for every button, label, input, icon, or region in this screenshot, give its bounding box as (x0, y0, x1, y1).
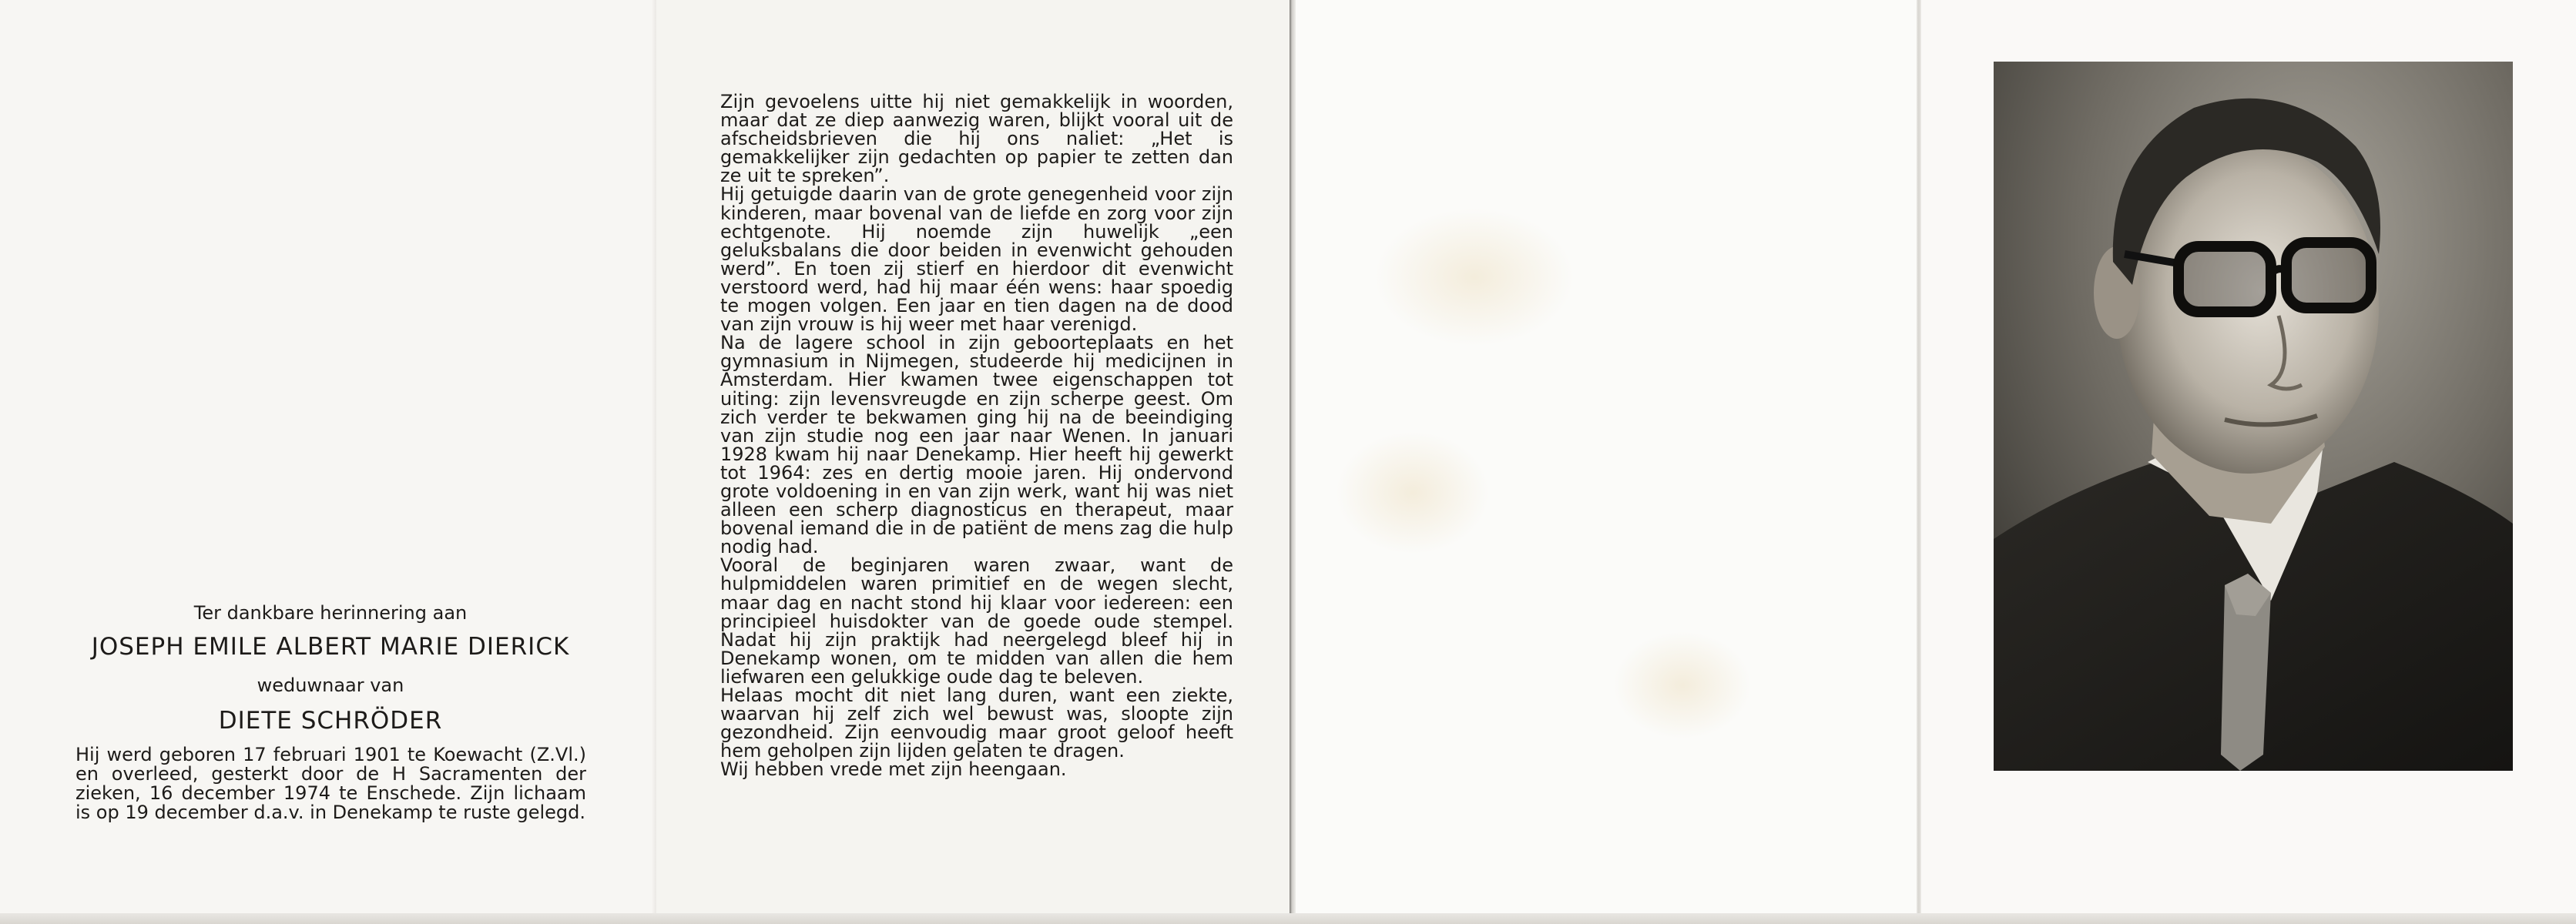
portrait-image (1994, 62, 2513, 771)
left-panel (0, 0, 656, 924)
paragraph: Wij hebben vrede met zijn heengaan. (720, 758, 1067, 781)
paragraph: Na de lagere school in zijn geboorteplaats en het gymnasium in Nijmegen, studeerde hij medicijnen in Amsterdam. Hier kwamen twee eigenschappen tot uiting: zijn levensvreugde en zijn scherpe geest. Om zich verder te bekwamen ging hij na de beeindiging van zijn studie nog een jaar naar Wenen. In januari 1928 kwam hij naar Denekamp. Hier heeft hij gewerkt tot 1964: zes en dertig mooie jaren. Hij ondervond grote voldoening in en van zijn werk, want hij was niet alleen een scherp diagnosticus en therapeut, maar bovenal iemand die in de patiënt de mens zag die hulp nodig had. (720, 332, 1233, 558)
portrait-photo (1994, 62, 2513, 771)
relation-line: weduwnaar van (257, 675, 404, 696)
paragraph: Helaas mocht dit niet lang duren, want een ziekte, waarvan hij zelf zich wel bewust was, sloopte zijn gezondheid. Zijn eenvoudig maar groot geloof heeft hem geholpen zijn lijden gelaten te dragen. (720, 685, 1233, 762)
paper-stain (1613, 631, 1752, 739)
memorial-text (720, 91, 1233, 781)
paper-stain (1374, 208, 1575, 346)
paragraph: Zijn gevoelens uitte hij niet gemakkelijk in woorden, maar dat ze diep aanwezig waren, blijkt vooral uit de afscheidsbrieven die hij ons naliet: „Het is gemakkelijker zijn gedachten op papier te zetten dan ze uit te spreken”. (720, 91, 1233, 187)
paragraph: Hij getuigde daarin van de grote genegenheid voor zijn kinderen, maar bovenal van de liefde en zorg voor zijn echtgenote. Hij noemde zijn huwelijk „een geluksbalans die door beiden in evenwicht gehouden werd”. En toen zij stierf en hierdoor dit evenwicht verstoord werd, had hij maar één wens: haar spoedig te mogen volgen. Een jaar en tien dagen na de dood van zijn vrouw is hij weer met haar verenigd. (720, 183, 1233, 336)
fold-line (1917, 0, 1921, 924)
scan-bottom-edge (0, 913, 2576, 924)
intro-line: Ter dankbare herinnering aan (193, 602, 468, 624)
biography-text: Hij werd geboren 17 februari 1901 te Koewacht (Z.Vl.) en overleed, gesterkt door de H Sacramenten der zieken, 16 december 1974 te Enschede. Zijn lichaam is op 19 december d.a.v. in Denekamp te ruste gelegd. (75, 744, 586, 823)
deceased-name: JOSEPH EMILE ALBERT MARIE DIERICK (91, 633, 570, 661)
card-edge (1290, 0, 1296, 924)
blank-panel (1290, 0, 1918, 924)
paper-stain (1336, 431, 1490, 554)
paragraph: Vooral de beginjaren waren zwaar, want de hulpmiddelen waren primitief en de wegen slecht, maar dag en nacht stond hij klaar voor iedereen: een principieel huisdokter van de goede oude stempel. Nadat hij zijn praktijk had neergelegd bleef hij in Denekamp wonen, om te midden van allen die hem liefwaren een gelukkige oude dag te beleven. (720, 554, 1233, 688)
spouse-name: DIETE SCHRÖDER (218, 707, 443, 735)
